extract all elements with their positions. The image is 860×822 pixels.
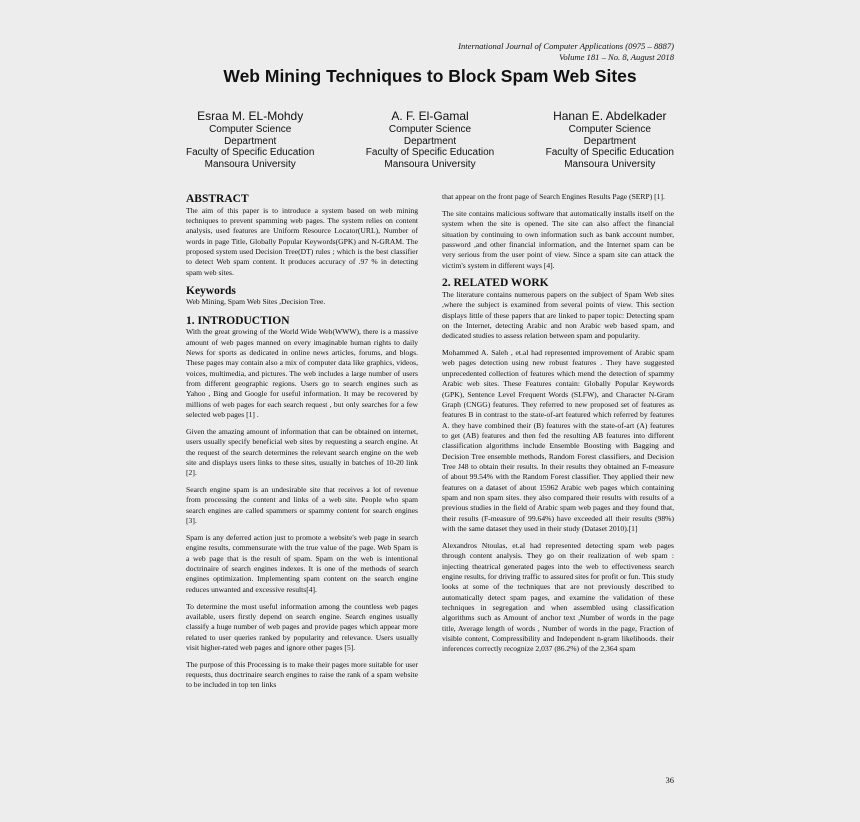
journal-header: [458, 41, 674, 63]
author-block: [186, 109, 674, 170]
author-dept: Computer Science: [568, 124, 651, 135]
intro-paragraph: To determine the most useful information among the countless web pages available, users firstly depend on search engine. Search engines usually classify a huge number of web pages and provide pages which appear more related to user queries ranked by popularity and relevance. Users usually visit higher-rated web pages and ignore other pages [5].: [186, 601, 418, 652]
left-column: [186, 193, 418, 697]
author-university: Mansoura University: [564, 158, 656, 170]
author-dept-line2: Department: [583, 135, 636, 147]
intro-paragraph: Spam is any deferred action just to promote a website's web page in search engine results, commensurate with the true value of the page. Web Spam is a web page that is the result of spam. Spam on the web is intentional doctrinaire of search engines indexes. It is one of the methods of search engines optimization. Implementing spam content on the search engine reduces unwanted and excessive results[4].: [186, 532, 418, 594]
abstract-text: The aim of this paper is to introduce a system based on web mining techniques to prevent spamming web pages. The system relies on content analysis, used features are Uniform Resource Locator(URL), Number of words in page Title, Globally Popular Keywords(GPK) and N-GRAM. The proposed system used Decision Tree(DT) rules ; which is the best classifier to detect Web spam content. It produces accuracy of .97 % in detecting spam web sites.: [186, 205, 418, 277]
author-faculty: Faculty of Specific Education: [365, 147, 495, 159]
related-work-heading: 2. RELATED WORK: [442, 277, 549, 290]
author-name: Esraa M. EL-Mohdy: [197, 109, 304, 123]
introduction-heading: 1. INTRODUCTION: [186, 314, 290, 327]
author-2: [366, 109, 494, 170]
author-dept-line2: Department: [224, 135, 277, 147]
related-paragraph: Alexandros Ntoulas, et.al had represented detecting spam web pages through content analysis. They go on their realization of web spam : injecting theatrical generated pages into the web to effectiveness search engine results, for driving traffic to assured sites for profit or fun. This study looks at some of the techniques that are not previously described to automatically detect spam pages, and examine the validation of these techniques in segregation and when assembled using classification algorithms such as Amount of anchor text ,Number of words in the page title, Average length of words , Number of words in the page, Fraction of visible content, Compressibility and Independent n-gram likelihoods. their inferences correctly recognize 2,037 (86.2%) of the 2,364 spam: [442, 540, 674, 654]
intro-paragraph: With the great growing of the World Wide Web(WWW), there is a massive amount of web pages manned on every imaginable human rights to daily News for sports as dedicated in online news articles, forums, and blogs. These pages may contain also a mix of computer data like graphics, videos, voices, multimedia, and pictures. The web includes a large number of users from different geographic regions. Users go to search engines such as Yahoo , Bing and Google for useful information. It may be recovered by millions of web pages for each search request , but only searches for a few selected web pages [1] .: [186, 327, 418, 419]
intro-paragraph: Given the amazing amount of information that can be obtained on internet, users usually specify beneficial web sites by requesting a search engine. At the request of the search determines the relevant search engine on the web site and displays users links to these sites, usually in batches of 10-20 link [2].: [186, 426, 418, 478]
page-number: 36: [665, 775, 674, 785]
right-column: [442, 192, 674, 661]
author-faculty: Faculty of Specific Education: [186, 147, 315, 159]
related-paragraph: The literature contains numerous papers on the subject of Spam Web sites ,where the subject is examined from several points of view. This section displays little of these papers that are linked to paper topic: Detecting spam on the Internet, detecting Arabic and non Arabic web based spam, and dedicated studies to assess relation between spam and popularity.: [442, 289, 674, 341]
author-3: [546, 109, 674, 170]
intro-paragraph: The purpose of this Processing is to make their pages more suitable for user requests, thus doctrinaire search engines to raise the rank of a spam website to be included in top ten links: [186, 659, 418, 690]
author-dept: Computer Science: [388, 124, 472, 135]
journal-name: International Journal of Computer Applications (0975 – 8887): [458, 41, 674, 51]
related-paragraph: Mohammed A. Saleh , et.al had represented improvement of Arabic spam web pages detection using new robust features . They have suggested unprecedented collection of features which mend the detection of spammy Arabic web sites. These Features contain: Globally Popular Keywords (GPK), Sentence Level Frequent Words (SLFW), and Character N-Gram Graph (CNGG) features. They referred to new proposed set of features as features B in contrast to the state-of-art featured which referred by features A. they have combined their (B) features with the state-of-art (A) features to get (AB) features and then fed the resulting AB features into different classification algorithms include Ensemble Boosting with Bagging and Decision Tree ensemble methods, Random Forest classifiers, and Decision Tree J48 to obtain their results. In their results they obtained an F-measure of about 99.54% with the Random Forest classifier. They applied their new features on a dataset of about 15962 Arabic web pages which containing spam and non spam sites. they also compared their results with results of a previous studies in the field of Arabic spam web pages and they found that, their results (F-measure of 99.64%) have exceeded all their results (98%) with the same dataset they used in their study (Dataset 2010).[1]: [442, 348, 674, 533]
author-faculty: Faculty of Specific Education: [545, 147, 674, 159]
author-university: Mansoura University: [204, 158, 296, 170]
author-name: Hanan E. Abdelkader: [553, 109, 667, 123]
journal-volume: Volume 181 – No. 8, August 2018: [559, 52, 674, 62]
intro-paragraph: Search engine spam is an undesirable site that receives a lot of revenue from processing the content and links of a web site. People who spam search engines are called spammers or spammy content for search engines [3].: [186, 485, 418, 526]
body-paragraph: that appear on the front page of Search Engines Results Page (SERP) [1].: [442, 192, 665, 201]
paper-title: Web Mining Techniques to Block Spam Web Sites: [223, 66, 637, 86]
body-paragraph: The site contains malicious software that automatically installs itself on the system when the site is opened. The site can also affect the financial situation by continuing to own information such as bank account number, password ,and other financial information, and the Internet spam can be very serious from the user point of view. Since a spam site can attack the victim's system in different ways [4].: [442, 208, 674, 270]
author-name: A. F. El-Gamal: [391, 109, 469, 123]
author-university: Mansoura University: [384, 158, 476, 170]
abstract-heading: ABSTRACT: [186, 193, 249, 205]
author-dept: Computer Science: [209, 124, 292, 135]
keywords-text: Web Mining, Spam Web Sites ,Decision Tree.: [186, 297, 326, 307]
author-1: [186, 109, 314, 170]
author-dept-line2: Department: [403, 135, 457, 147]
keywords-heading: Keywords: [186, 284, 236, 297]
